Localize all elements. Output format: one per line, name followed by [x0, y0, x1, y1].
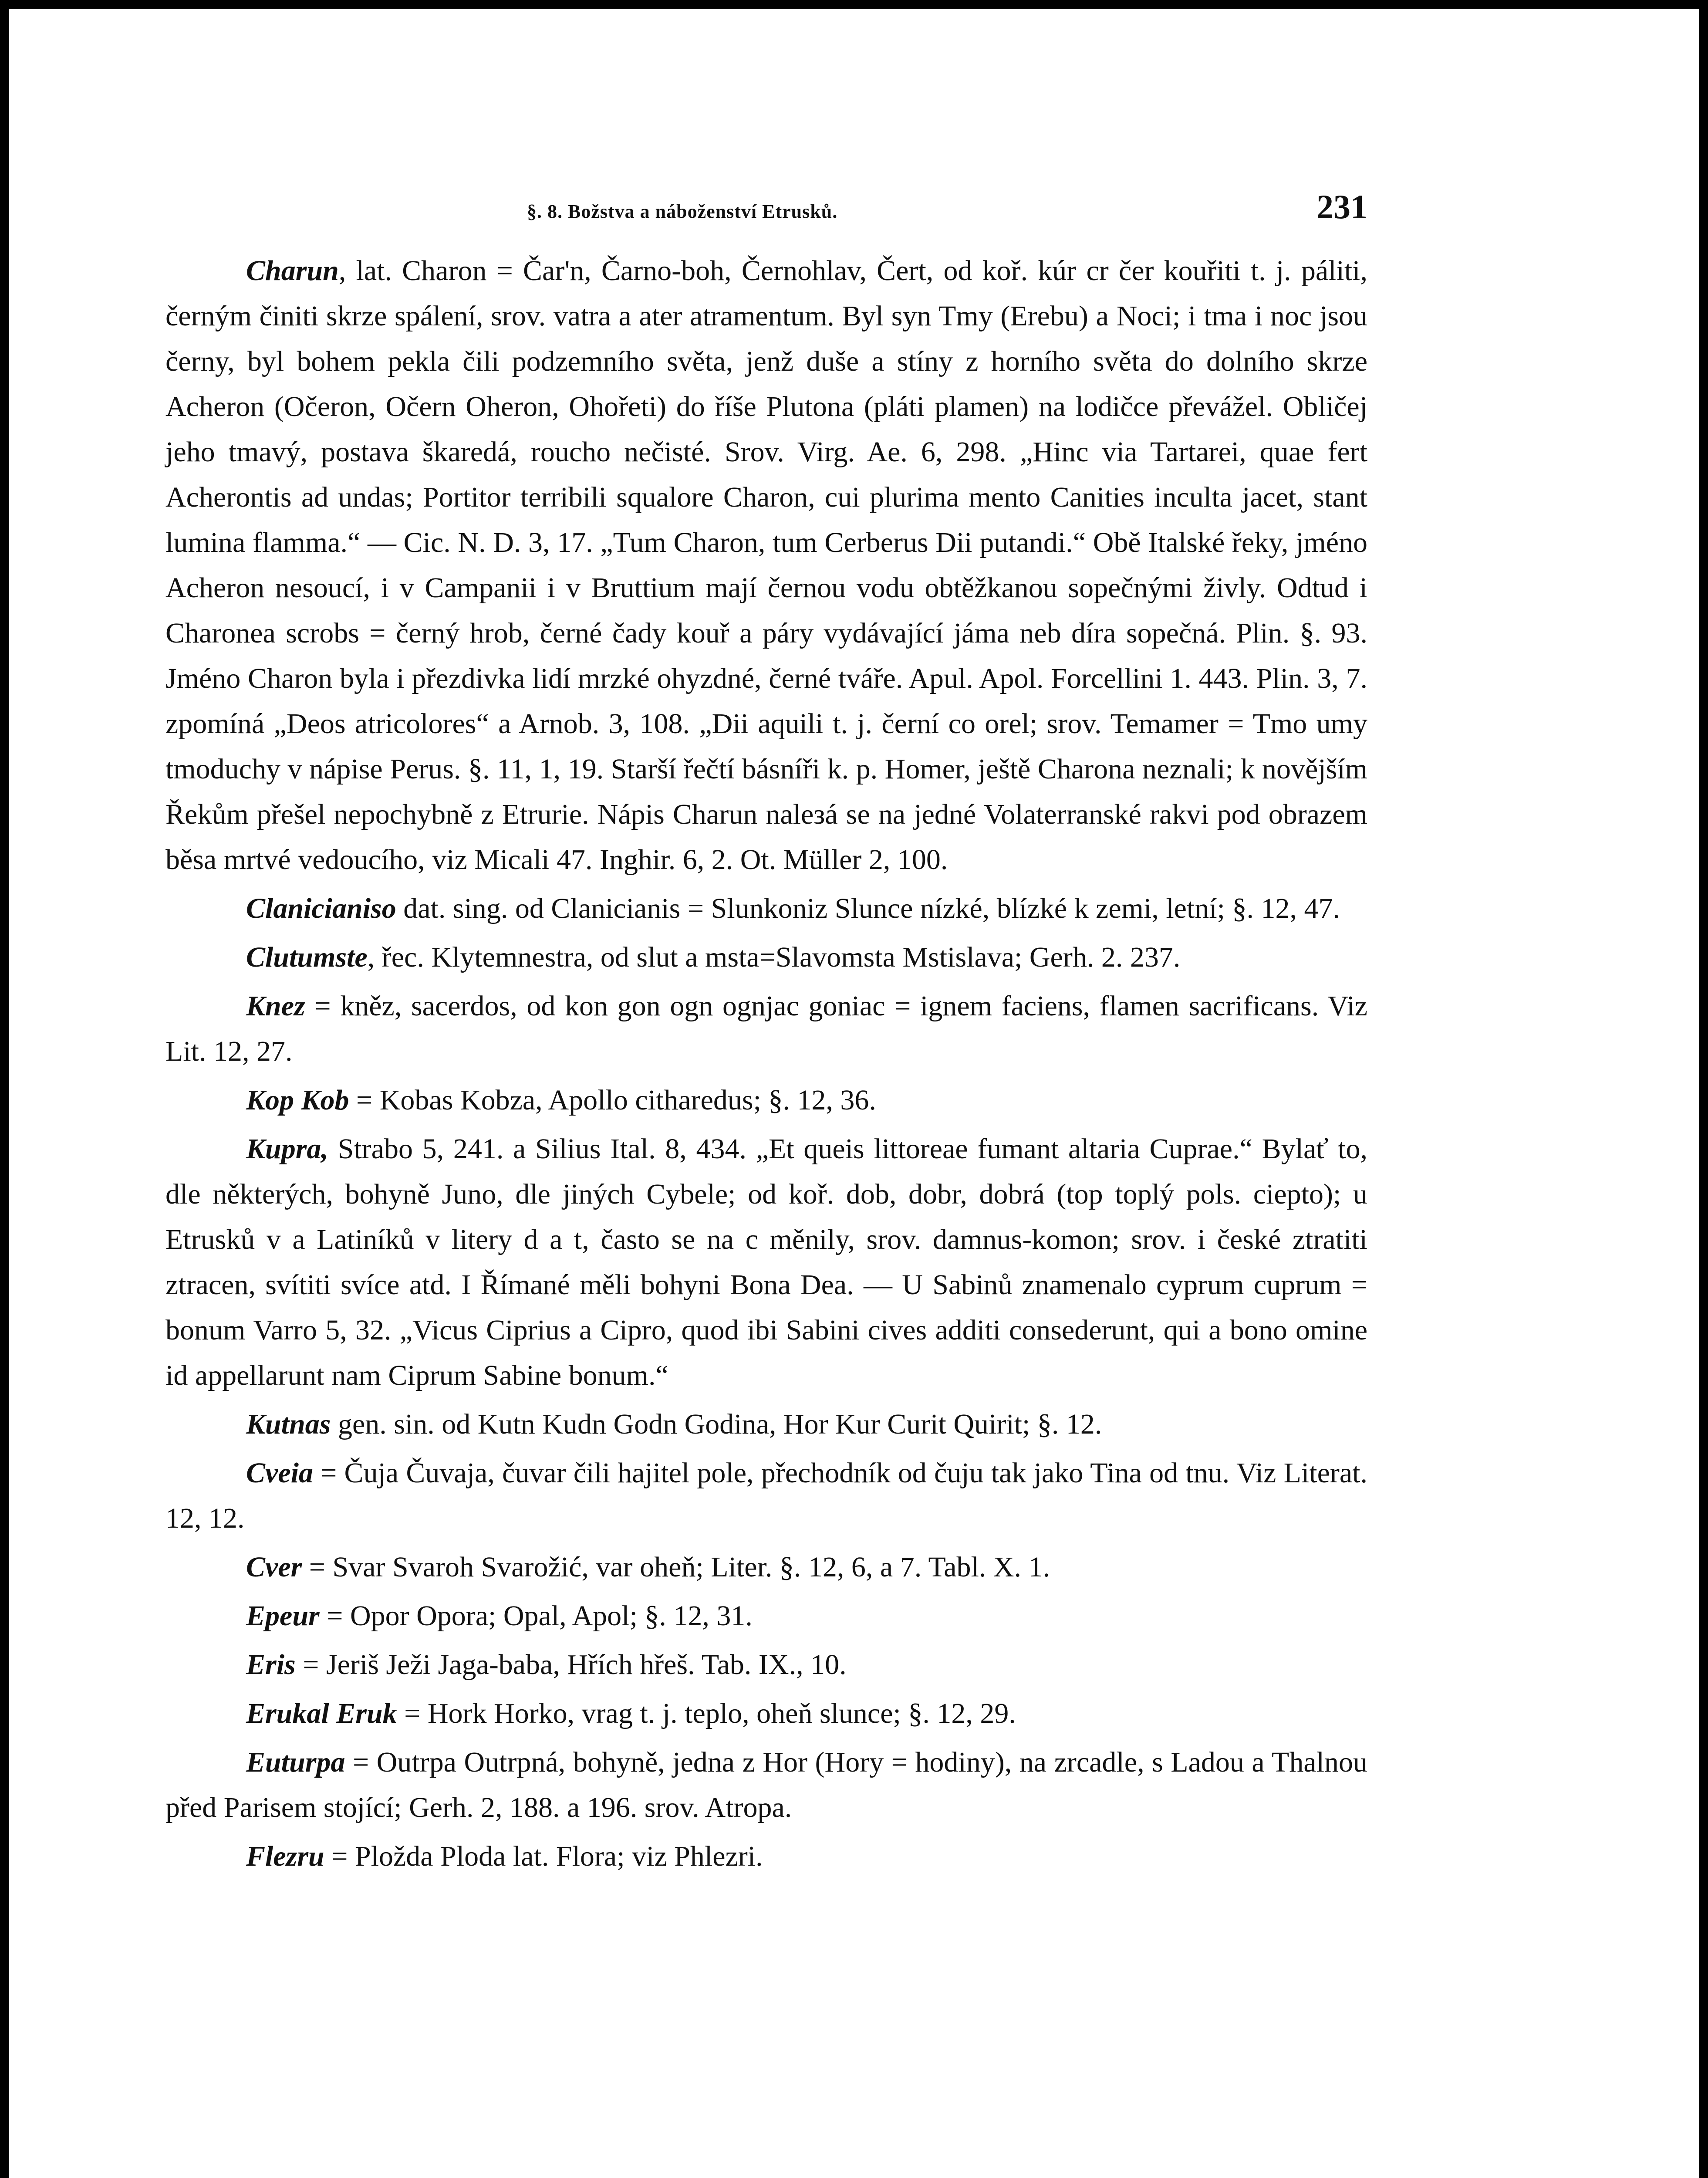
entry-term: Kop Kob — [246, 1084, 349, 1116]
page-number: 231 — [1316, 188, 1367, 226]
entry-term: Flezru — [246, 1840, 324, 1872]
glossary-entry-kupra — [165, 1126, 1367, 1398]
entry-term: Cver — [246, 1551, 302, 1583]
glossary-entry-cver — [165, 1545, 1367, 1590]
entry-term: Epeur — [246, 1600, 320, 1632]
entry-text: = Čuja Čuvaja, čuvar čili hajitel pole, přechodník od čuju tak jako Tina od tnu. Viz Literat. 12, 12. — [165, 1457, 1367, 1534]
glossary-entry-kop-kob — [165, 1078, 1367, 1123]
glossary-entries — [165, 248, 1367, 1879]
glossary-entry-eris — [165, 1642, 1367, 1688]
entry-term: Eris — [246, 1649, 296, 1681]
glossary-entry-clutumste — [165, 935, 1367, 980]
entry-term: Kutnas — [246, 1408, 331, 1440]
glossary-entry-cveia — [165, 1451, 1367, 1541]
glossary-entry-knez — [165, 984, 1367, 1074]
entry-term: Kupra, — [246, 1133, 328, 1165]
entry-term: Cveia — [246, 1457, 313, 1489]
entry-term: Clutumste — [246, 941, 368, 973]
entry-text: = Pložda Ploda lat. Flora; viz Phlezri. — [324, 1840, 763, 1872]
entry-text: Strabo 5, 241. a Silius Ital. 8, 434. „Et queis littoreae fumant altaria Cuprae.“ Bylať to, dle některých, bohyně Juno, dle jiných Cybele; od koř. dob, dobr, dobrá (top toplý pols. ciepto); u Etrusků v a Latiníků v litery d a t, často se na c měnily, srov. damnus-komon; srov. i české ztratiti ztracen, svítiti svíce atd. I Římané měli bohyni Bona Dea. — U Sabinů znamenalo cyprum cuprum = bonum Varro 5, 32. „Vicus Ciprius a Cipro, quod ibi Sabini cives additi consederunt, qui a bono omine id appellarunt nam Ciprum Sabine bonum.“ — [165, 1133, 1367, 1391]
running-head — [165, 187, 1367, 235]
book-page — [165, 187, 1367, 1883]
glossary-entry-euturpa — [165, 1740, 1367, 1830]
glossary-entry-clanicianiso — [165, 886, 1367, 931]
entry-text: = Jeriš Ježi Jaga-baba, Hřích hřeš. Tab. IX., 10. — [295, 1649, 847, 1681]
glossary-entry-flezru — [165, 1834, 1367, 1879]
entry-text: gen. sin. od Kutn Kudn Godn Godina, Hor Kur Curit Quirit; §. 12. — [331, 1408, 1102, 1440]
scan-border-right — [1699, 0, 1708, 2178]
scan-border-top — [0, 0, 1708, 9]
glossary-entry-epeur — [165, 1593, 1367, 1639]
running-head-title: §. 8. Božstva a náboženství Etrusků. — [527, 201, 838, 222]
glossary-entry-kutnas — [165, 1402, 1367, 1447]
entry-text: , lat. Charon = Čar'n, Čarno-boh, Černohlav, Čert, od koř. kúr cr čer kouřiti t. j. páliti, černým činiti skrze spálení, srov. vatra a ater atramentum. Byl syn Tmy (Erebu) a Noci; i tma i noc jsou černy, byl bohem pekla čili podzemního světa, jenž duše a stíny z horního světa do dolního skrze Acheron (Očeron, Očern Oheron, Ohořeti) do říše Plutona (pláti plamen) na lodičce převážel. Obličej jeho tmavý, postava škaredá, roucho nečisté. Srov. Virg. Ae. 6, 298. „Hinc via Tartarei, quae fert Acherontis ad undas; Portitor terribili squalore Charon, cui plurima mento Canities inculta jacet, stant lumina flamma.“ — Cic. N. D. 3, 17. „Tum Charon, tum Cerberus Dii putandi.“ Obě Italské řeky, jméno Acheron nesoucí, i v Campanii i v Bruttium mají černou vodu obtěžkanou sopečnými živly. Odtud i Charonea scrobs = černý hrob, černé čady kouř a páry vydávající jáma neb díra sopečná. Plin. §. 93. Jméno Charon byla i přezdivka lidí mrzké ohyzdné, černé tváře. Apul. Apol. Forcellini 1. 443. Plin. 3, 7. zpomíná „Deos atricolores“ a Arnob. 3, 108. „Dii aquili t. j. černí co orel; srov. Temamer = Tmo umy tmoduchy v nápise Perus. §. 11, 1, 19. Starší řečtí básníři k. p. Homer, ještě Charona neznali; k novějším Řekům přešel nepochybně z Etrurie. Nápis Charun naleзá se na jedné Volaterranské rakvi pod obrazem běsa mrtvé vedoucího, viz Micali 47. Inghir. 6, 2. Ot. Müller 2, 100. — [165, 255, 1367, 876]
entry-text: = Outrpa Outrpná, bohyně, jedna z Hor (Hory = hodiny), na zrcadle, s Ladou a Thalnou před Parisem stojící; Gerh. 2, 188. a 196. srov. Atropa. — [165, 1746, 1367, 1823]
entry-term: Clanicianiso — [246, 893, 396, 924]
glossary-entry-erukal-eruk — [165, 1691, 1367, 1736]
entry-term: Knez — [246, 990, 305, 1022]
entry-text: = Svar Svaroh Svarožić, var oheň; Liter. §. 12, 6, a 7. Tabl. X. 1. — [302, 1551, 1050, 1583]
scan-border-left — [0, 0, 9, 2178]
entry-text: dat. sing. od Clanicianis = Slunkoniz Slunce nízké, blízké k zemi, letní; §. 12, 47. — [396, 893, 1340, 924]
entry-text: , řec. Klytemnestra, od slut a msta=Slavomsta Mstislava; Gerh. 2. 237. — [367, 941, 1181, 973]
entry-text: = Opor Opora; Opal, Apol; §. 12, 31. — [319, 1600, 753, 1632]
entry-text: = Kobas Kobza, Apollo citharedus; §. 12, 36. — [349, 1084, 876, 1116]
entry-term: Erukal Eruk — [246, 1698, 397, 1729]
glossary-entry-charun — [165, 248, 1367, 883]
entry-text: = kněz, sacerdos, od kon gon ogn ognjac goniac = ignem faciens, flamen sacrificans. Viz Lit. 12, 27. — [165, 990, 1367, 1067]
entry-term: Charun — [246, 255, 339, 287]
entry-term: Euturpa — [246, 1746, 345, 1778]
entry-text: = Hork Horko, vrag t. j. teplo, oheň slunce; §. 12, 29. — [397, 1698, 1016, 1729]
